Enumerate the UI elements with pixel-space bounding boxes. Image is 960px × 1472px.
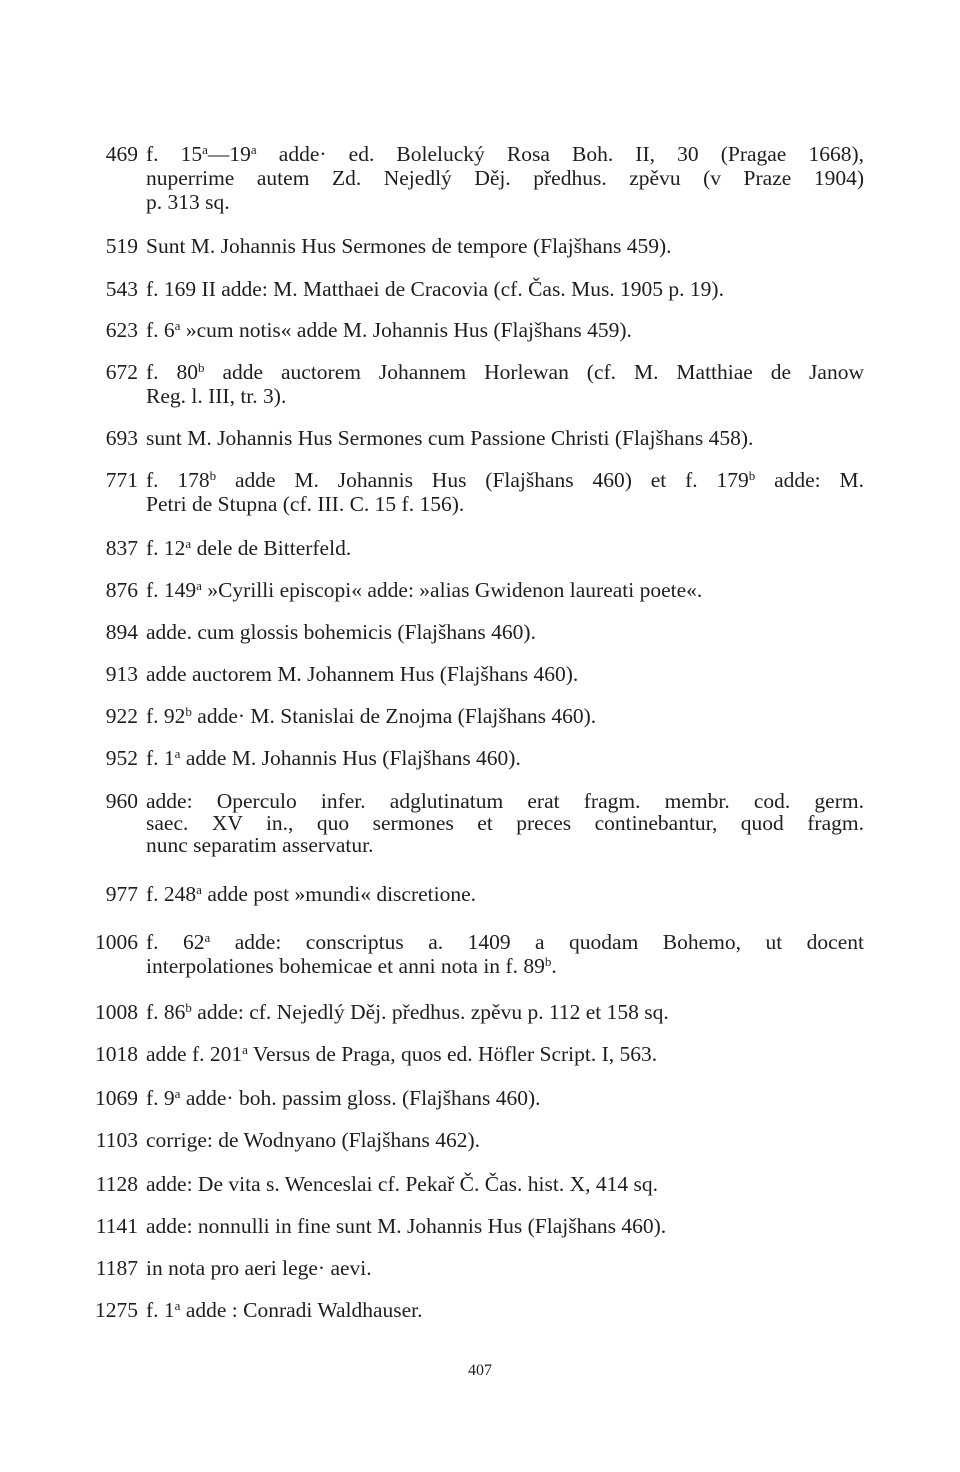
- folio-superscript: a: [202, 142, 208, 157]
- text-run: adde: nonnulli in fine sunt M. Johannis Hus (Flajšhans 460).: [146, 1214, 667, 1238]
- entry-text: [146, 790, 864, 856]
- entry-number: 623: [105, 318, 138, 342]
- entry-text: [146, 1172, 864, 1196]
- entry-number: 876: [105, 578, 138, 602]
- text-run: adde M. Johannis Hus (Flajšhans 460) et f. 179: [216, 468, 749, 492]
- entry-number: 469: [105, 142, 138, 166]
- entry-text: [146, 746, 864, 770]
- text-run: in nota pro aeri lege· aevi.: [146, 1256, 372, 1280]
- entry-line: [146, 1256, 864, 1280]
- folio-superscript: a: [174, 1086, 181, 1101]
- entry-line: [146, 492, 864, 516]
- entry-text: [146, 930, 864, 978]
- entry-number: 837: [105, 536, 138, 560]
- entry-number: 1006: [95, 930, 138, 954]
- text-run: Sunt M. Johannis Hus Sermones de tempore (Flajšhans 459).: [146, 234, 672, 258]
- text-run: adde: Operculo infer. adglutinatum erat fragm. membr. cod. germ.: [146, 789, 864, 813]
- entry-text: [146, 662, 864, 686]
- entry-number: 519: [105, 234, 138, 258]
- entry-line: [146, 360, 864, 384]
- folio-superscript: a: [185, 536, 192, 551]
- text-run: nunc separatim asservatur.: [146, 833, 374, 857]
- text-run: f. 6: [146, 318, 175, 342]
- entry-line: [146, 142, 864, 166]
- entry-number: 977: [105, 882, 138, 906]
- entry-line: [146, 166, 864, 190]
- text-run: Petri de Stupna (cf. III. C. 15 f. 156).: [146, 492, 465, 516]
- entry-line: [146, 1128, 864, 1152]
- text-run: f. 62: [146, 930, 205, 954]
- text-run: f. 248: [146, 882, 197, 906]
- text-run: Versus de Praga, quos ed. Höfler Script. I, 563.: [247, 1042, 658, 1066]
- entry-text: [146, 142, 864, 214]
- entry-text: [146, 318, 864, 342]
- text-run: adde: De vita s. Wenceslai cf. Pekař Č. Čas. hist. X, 414 sq.: [146, 1172, 658, 1196]
- text-run: »Cyrilli episcopi« adde: »alias Gwidenon laureati poete«.: [201, 578, 703, 602]
- entry-text: [146, 1086, 864, 1110]
- text-run: adde. cum glossis bohemicis (Flajšhans 460).: [146, 620, 536, 644]
- text-run: —19: [207, 142, 251, 166]
- entry-line: [146, 1214, 864, 1238]
- text-run: f. 1: [146, 746, 175, 770]
- entry-line: [146, 536, 864, 560]
- entry-line: [146, 746, 864, 770]
- text-run: f. 15: [146, 142, 203, 166]
- entry-line: [146, 384, 864, 408]
- entry-text: [146, 468, 864, 516]
- text-run: adde· ed. Bolelucký Rosa Boh. II, 30 (Pragae 1668),: [256, 142, 864, 166]
- entry-line: [146, 426, 864, 450]
- entry-number: 1103: [95, 1128, 138, 1152]
- text-run: f. 169 II adde: M. Matthaei de Cracovia (cf. Čas. Mus. 1905 p. 19).: [146, 277, 724, 301]
- entry-text: [146, 1298, 864, 1322]
- entry-number: 1008: [95, 1000, 138, 1024]
- entry-number: 1069: [95, 1086, 138, 1110]
- entry-text: [146, 1042, 864, 1066]
- folio-superscript: b: [185, 1000, 192, 1015]
- entry-number: 960: [105, 789, 138, 813]
- text-run: f. 92: [146, 704, 186, 728]
- entry-text: [146, 620, 864, 644]
- entry-number: 913: [105, 662, 138, 686]
- entry-text: [146, 1000, 864, 1024]
- text-run: adde: conscriptus a. 1409 a quodam Bohemo, ut docent: [210, 930, 864, 954]
- text-run: adde: M.: [755, 468, 864, 492]
- text-run: f. 178: [146, 468, 210, 492]
- folio-superscript: a: [174, 1298, 181, 1313]
- entry-text: [146, 536, 864, 560]
- text-run: Reg. l. III, tr. 3).: [146, 384, 287, 408]
- entry-line: [146, 578, 864, 602]
- text-run: adde· boh. passim gloss. (Flajšhans 460).: [180, 1086, 541, 1110]
- entry-text: [146, 882, 864, 906]
- entry-line: [146, 662, 864, 686]
- entry-line: [146, 882, 864, 906]
- entry-text: [146, 578, 864, 602]
- entry-number: 1128: [95, 1172, 138, 1196]
- text-run: f. 9: [146, 1086, 175, 1110]
- entry-line: [146, 318, 864, 342]
- entry-line: [146, 1042, 864, 1066]
- text-run: adde post »mundi« discretione.: [201, 882, 477, 906]
- entry-text: [146, 704, 864, 728]
- entry-number: 922: [105, 704, 138, 728]
- text-run: nuperrime autem Zd. Nejedlý Děj. předhus. zpěvu (v Praze 1904): [146, 166, 864, 190]
- entry-number: 952: [105, 746, 138, 770]
- text-run: .: [551, 954, 557, 978]
- entry-line: [146, 1086, 864, 1110]
- text-run: adde f. 201: [146, 1042, 243, 1066]
- entry-text: [146, 234, 864, 258]
- entry-line: [146, 234, 864, 258]
- entry-line: [146, 620, 864, 644]
- folio-superscript: b: [209, 468, 217, 483]
- text-run: adde : Conradi Waldhauser.: [180, 1298, 423, 1322]
- folio-superscript: a: [196, 578, 202, 593]
- entry-number: 543: [105, 277, 138, 301]
- text-run: f. 1: [146, 1298, 175, 1322]
- folio-superscript: a: [250, 142, 257, 157]
- text-run: adde: cf. Nejedlý Děj. předhus. zpěvu p. 112 et 158 sq.: [191, 1000, 669, 1024]
- entry-line: [146, 930, 864, 954]
- text-run: corrige: de Wodnyano (Flajšhans 462).: [146, 1128, 481, 1152]
- text-run: sunt M. Johannis Hus Sermones cum Passione Christi (Flajšhans 458).: [146, 426, 754, 450]
- entry-line: [146, 468, 864, 492]
- text-run: f. 12: [146, 536, 186, 560]
- text-run: adde· M. Stanislai de Znojma (Flajšhans 460).: [191, 704, 597, 728]
- entry-text: [146, 1214, 864, 1238]
- entry-text: [146, 426, 864, 450]
- entry-line: [146, 834, 864, 856]
- entry-number: 672: [105, 360, 138, 384]
- folio-superscript: a: [174, 318, 181, 333]
- entry-line: [146, 1000, 864, 1024]
- entry-number: 1018: [95, 1042, 138, 1066]
- text-run: adde auctorem M. Johannem Hus (Flajšhans 460).: [146, 662, 579, 686]
- entry-text: [146, 277, 864, 301]
- entry-text: [146, 1256, 864, 1280]
- entry-line: [146, 704, 864, 728]
- entry-number: 1275: [95, 1298, 138, 1322]
- text-run: adde M. Johannis Hus (Flajšhans 460).: [180, 746, 521, 770]
- folio-superscript: b: [544, 954, 552, 969]
- entry-line: [146, 954, 864, 978]
- folio-superscript: b: [198, 360, 205, 375]
- text-run: f. 149: [146, 578, 197, 602]
- entry-line: [146, 790, 864, 812]
- entry-number: 693: [105, 426, 138, 450]
- text-run: adde auctorem Johannem Horlewan (cf. M. Matthiae de Janow: [204, 360, 864, 384]
- folio-superscript: a: [174, 746, 181, 761]
- text-run: f. 80: [146, 360, 198, 384]
- entry-line: [146, 812, 864, 834]
- text-run: saec. XV in., quo sermones et preces continebantur, quod fragm.: [146, 811, 864, 835]
- entry-number: 894: [105, 620, 138, 644]
- text-run: »cum notis« adde M. Johannis Hus (Flajšhans 459).: [180, 318, 632, 342]
- entry-number: 771: [105, 468, 138, 492]
- page-number: 407: [468, 1362, 492, 1379]
- entry-line: [146, 1172, 864, 1196]
- text-run: dele de Bitterfeld.: [191, 536, 352, 560]
- text-run: f. 86: [146, 1000, 186, 1024]
- entry-text: [146, 360, 864, 408]
- folio-superscript: a: [242, 1042, 248, 1057]
- folio-superscript: b: [748, 468, 756, 483]
- entry-number: 1187: [95, 1256, 138, 1280]
- folio-superscript: a: [196, 882, 202, 897]
- folio-superscript: a: [204, 930, 211, 945]
- entry-line: [146, 277, 864, 301]
- text-run: p. 313 sq.: [146, 190, 230, 214]
- entry-line: [146, 1298, 864, 1322]
- entry-number: 1141: [95, 1214, 138, 1238]
- text-run: interpolationes bohemicae et anni nota in f. 89: [146, 954, 545, 978]
- folio-superscript: b: [185, 704, 192, 719]
- entry-line: [146, 190, 864, 214]
- entry-text: [146, 1128, 864, 1152]
